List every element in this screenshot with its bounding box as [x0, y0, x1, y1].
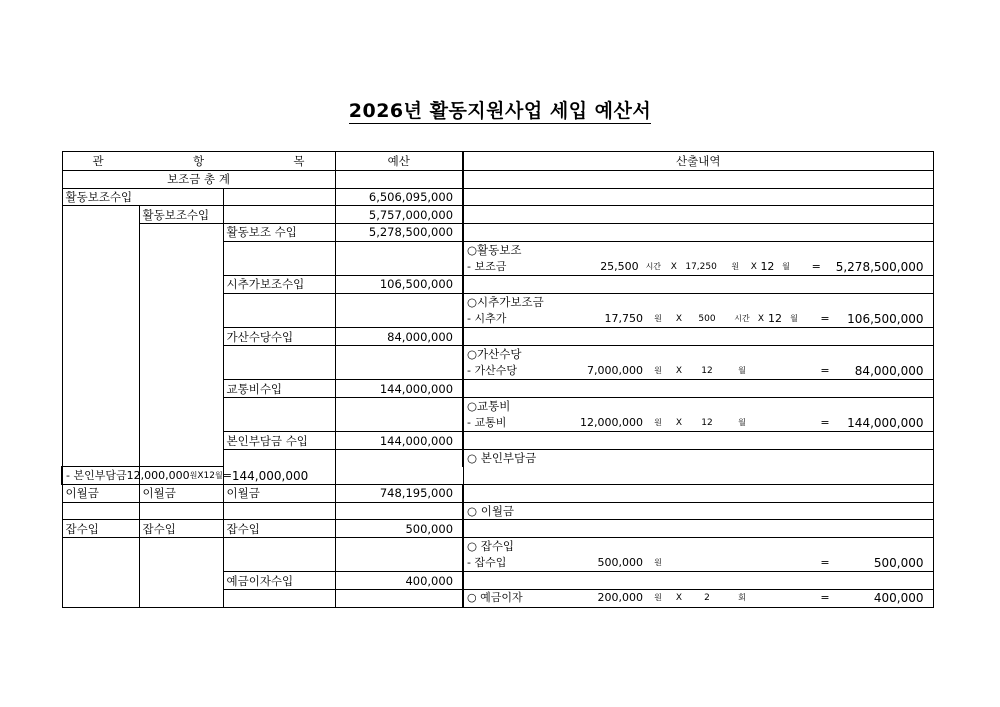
detail-cell	[463, 520, 933, 538]
detail-calc	[463, 363, 933, 380]
table-row	[62, 502, 933, 520]
calc-label: - 가산수당	[467, 363, 517, 377]
calc-value-2: 12	[203, 470, 215, 481]
hang-cell: 이월금	[139, 484, 223, 502]
calc-value-1: 25,500	[600, 259, 639, 273]
budget-cell	[335, 345, 463, 379]
mok-cell: 가산수당수입	[223, 328, 335, 346]
hang-cell-empty	[139, 224, 223, 467]
hang-cell: 잡수입	[139, 520, 223, 538]
calc-total: 106,500,000	[847, 311, 924, 326]
mok-cell	[223, 590, 335, 608]
budget-cell	[335, 293, 463, 327]
mok-cell	[223, 241, 335, 275]
budget-cell	[335, 537, 463, 571]
hang-cell: 활동보조수입	[139, 206, 223, 224]
hang-cell-empty	[139, 537, 223, 607]
mok-cell	[223, 502, 335, 520]
calc-times-1: X	[670, 261, 677, 272]
calc-value-1: 17,750	[604, 311, 644, 325]
table-row	[62, 224, 933, 242]
calc-value-2: 12	[701, 365, 713, 376]
detail-cell	[463, 484, 933, 502]
detail-cell	[463, 224, 933, 242]
mok-cell	[223, 206, 335, 224]
calc-unit-3: 월	[790, 313, 798, 323]
calc-unit-2: 월	[214, 470, 223, 480]
calc-equals: =	[820, 415, 830, 429]
total-value	[335, 171, 463, 189]
table-row	[62, 206, 933, 224]
calc-equals: =	[820, 363, 830, 377]
budget-cell: 5,278,500,000	[335, 224, 463, 242]
header-detail: 산출내역	[463, 152, 933, 171]
calc-value-1: 500,000	[597, 555, 644, 569]
detail-calc	[463, 590, 933, 608]
mok-cell: 잡수입	[223, 520, 335, 538]
header-hang: 항	[192, 154, 205, 168]
budget-cell	[335, 590, 463, 608]
calc-label: - 보조금	[467, 259, 507, 273]
calc-unit-1: 원	[654, 313, 662, 323]
calc-times-2: X	[757, 313, 765, 324]
budget-cell: 748,195,000	[335, 484, 463, 502]
header-row	[62, 152, 933, 171]
calc-label: - 시추가	[467, 311, 507, 325]
budget-cell: 500,000	[335, 520, 463, 538]
gwan-cell: 잡수입	[62, 520, 139, 538]
budget-cell: 84,000,000	[335, 328, 463, 346]
mok-cell: 본인부담금 수입	[223, 432, 335, 450]
calc-label: - 교통비	[467, 415, 507, 429]
detail-head: ○시추가보조금	[463, 293, 933, 310]
calc-times-1: X	[675, 417, 683, 428]
mok-cell: 활동보조 수입	[223, 224, 335, 242]
gwan-cell-empty	[62, 206, 139, 467]
calc-equals: =	[820, 311, 830, 325]
calc-unit-1: 시간	[645, 261, 662, 271]
calc-times-1: X	[675, 593, 683, 604]
detail-cell	[463, 206, 933, 224]
calc-value-1: 12,000,000	[126, 468, 190, 482]
calc-total: 400,000	[873, 591, 924, 606]
budget-cell	[335, 450, 463, 485]
detail-cell	[463, 380, 933, 398]
header-gwan: 관	[92, 154, 104, 168]
calc-total: 500,000	[873, 555, 924, 570]
budget-cell	[335, 241, 463, 275]
calc-value-1: 7,000,000	[587, 363, 644, 377]
detail-cell	[463, 276, 933, 294]
calc-value-3: 12	[768, 311, 783, 325]
calc-value-2: 2	[704, 593, 710, 604]
budget-cell: 144,000,000	[335, 380, 463, 398]
budget-cell: 144,000,000	[335, 432, 463, 450]
gwan-cell-empty	[62, 537, 139, 607]
calc-value-3: 12	[760, 259, 775, 273]
detail-head: ○활동보조	[463, 241, 933, 258]
detail-calc	[463, 415, 933, 432]
gwan-cell: 활동보조수입	[62, 188, 223, 206]
calc-total: 144,000,000	[231, 468, 309, 483]
detail-cell	[463, 188, 933, 206]
calc-equals: =	[222, 468, 232, 482]
calc-total: 144,000,000	[847, 415, 924, 430]
budget-cell: 106,500,000	[335, 276, 463, 294]
header-budget: 예산	[335, 152, 463, 171]
detail-calc	[463, 311, 933, 328]
calc-value-1: 12,000,000	[580, 415, 644, 429]
budget-cell: 5,757,000,000	[335, 206, 463, 224]
calc-unit-2: 원	[731, 261, 740, 271]
calc-label: - 본인부담금	[66, 468, 127, 482]
detail-cell	[463, 432, 933, 450]
calc-total: 84,000,000	[854, 363, 924, 378]
detail-calc	[463, 555, 933, 572]
detail-calc	[463, 258, 933, 275]
calc-equals: =	[811, 259, 821, 273]
detail-cell	[463, 328, 933, 346]
hang-cell	[139, 502, 223, 520]
total-detail	[463, 171, 933, 189]
table-row	[62, 520, 933, 538]
header-gwan-hang-mok	[62, 152, 335, 171]
detail-head: ○교통비	[463, 397, 933, 414]
calc-unit-1: 원	[654, 593, 662, 603]
calc-value-2: 12	[701, 417, 713, 428]
calc-equals: =	[820, 591, 830, 605]
detail-cell	[463, 572, 933, 590]
mok-cell: 시추가보조수입	[223, 276, 335, 294]
calc-unit-1: 원	[654, 365, 662, 375]
calc-times-1: X	[675, 313, 683, 324]
budget-cell: 400,000	[335, 572, 463, 590]
calc-value-1: 200,000	[597, 591, 644, 605]
gwan-cell: 이월금	[62, 484, 139, 502]
mok-cell	[223, 188, 335, 206]
calc-total: 5,278,500,000	[835, 259, 924, 274]
total-label: 보조금 총 계	[62, 171, 335, 189]
calc-unit-3: 월	[782, 261, 790, 271]
budget-cell	[335, 397, 463, 431]
calc-unit-2: 시간	[734, 313, 750, 323]
calc-unit-2: 월	[738, 365, 746, 375]
gwan-cell	[62, 502, 139, 520]
calc-unit-1: 원	[654, 417, 662, 427]
mok-cell	[223, 397, 335, 431]
table-row	[62, 484, 933, 502]
calc-unit-1: 원	[654, 557, 662, 567]
mok-cell: 교통비수입	[223, 380, 335, 398]
mok-cell: 예금이자수입	[223, 572, 335, 590]
detail-head: ○ 본인부담금	[463, 450, 933, 467]
calc-equals: =	[820, 555, 830, 569]
detail-head: ○가산수당	[463, 345, 933, 362]
calc-label: ○ 예금이자	[467, 591, 523, 605]
detail-calc	[62, 467, 309, 485]
table-row	[62, 188, 933, 206]
total-row	[62, 171, 933, 189]
mok-cell	[223, 345, 335, 379]
calc-times-1: X	[675, 365, 683, 376]
detail-head: ○ 잡수입	[463, 537, 933, 554]
calc-label: - 잡수입	[467, 555, 507, 569]
budget-table	[61, 151, 934, 608]
calc-unit-1: 원	[189, 470, 198, 480]
mok-cell	[223, 293, 335, 327]
calc-value-2: 17,250	[685, 261, 717, 272]
document-title	[0, 96, 1000, 123]
calc-unit-2: 회	[738, 593, 746, 603]
calc-value-2: 500	[698, 313, 716, 324]
calc-unit-2: 월	[738, 417, 746, 427]
table-row	[62, 467, 933, 485]
budget-cell	[335, 502, 463, 520]
mok-cell: 이월금	[223, 484, 335, 502]
budget-cell: 6,506,095,000	[335, 188, 463, 206]
calc-times-2: X	[750, 261, 757, 272]
mok-cell	[223, 537, 335, 571]
document-title-text: 2026년 활동지원사업 세입 예산서	[348, 100, 652, 122]
calc-times-1: X	[197, 470, 204, 481]
header-mok: 목	[293, 154, 305, 168]
detail-head: ○ 이월금	[463, 502, 933, 520]
table-row	[62, 537, 933, 554]
